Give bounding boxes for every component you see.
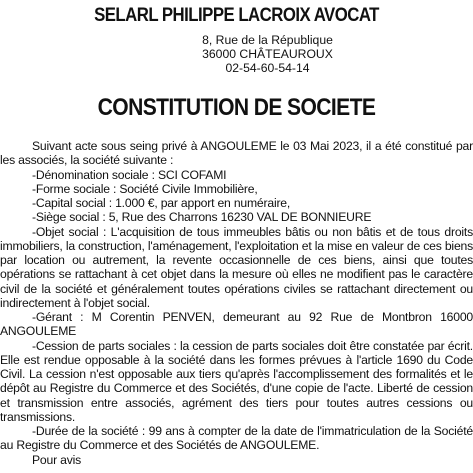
address-city: 36000 CHÂTEAUROUX	[202, 47, 333, 62]
share-transfer-paragraph: -Cession de parts sociales : la cession de parts sociales doit être constatée par écrit. Elle est rendue opposable à la société dans les formes prévues à l'article 1690 du Code Civil. La cession n'est opposable aux tiers qu'après l'accomplissement des formalités et le dépôt au Registre du Commerce et des Sociétés, d'une copie de l'acte. Liberté de cession et transmission entre associés, agrément des tiers pour toutes autres cessions ou transmissions.	[0, 338, 473, 424]
intro-paragraph: Suivant acte sous seing privé à ANGOULEME le 03 Mai 2023, il a été constitué par les associés, la société suivante :	[0, 139, 473, 168]
capital-line: -Capital social : 1.000 €, par apport en numéraire,	[32, 196, 291, 210]
corporate-purpose-paragraph: -Objet social : L'acquisition de tous immeubles bâtis ou non bâtis et de tous droits immobiliers, la construction, l'aménagement, l'exploitation et la mise en valeur de ces biens par location ou autrement, la revente occasionnelle de ces biens, ainsi que toutes opérations se rattachant à cet objet dans la mesure où elles ne modifient pas le caractère civil de la société et généralement toutes opérations civiles se rattachant directement ou indirectement à l'objet social.	[0, 224, 473, 310]
registered-office-line: -Siège social : 5, Rue des Charrons 16230 VAL DE BONNIEURE	[32, 210, 372, 225]
denomination-line: -Dénomination sociale : SCI COFAMI	[32, 167, 227, 182]
closing-line: Pour avis	[32, 452, 82, 467]
address-street: 8, Rue de la République	[202, 33, 333, 47]
notice-title: CONSTITUTION DE SOCIETE	[97, 94, 376, 121]
manager-paragraph: -Gérant : M Corentin PENVEN, demeurant au 92 Rue de Montbron 16000 ANGOULEME	[0, 310, 473, 339]
firm-name: SELARL PHILIPPE LACROIX AVOCAT	[94, 4, 379, 26]
firm-address-block	[0, 33, 473, 76]
notice-body	[0, 139, 473, 467]
duration-paragraph: -Durée de la société : 99 ans à compter de la date de l'immatriculation de la Société au Registre du Commerce et des Sociétés de ANGOULEME.	[0, 424, 473, 453]
legal-form-line: -Forme sociale : Société Civile Immobilière,	[32, 181, 258, 196]
phone-number: 02-54-60-54-14	[225, 61, 310, 76]
